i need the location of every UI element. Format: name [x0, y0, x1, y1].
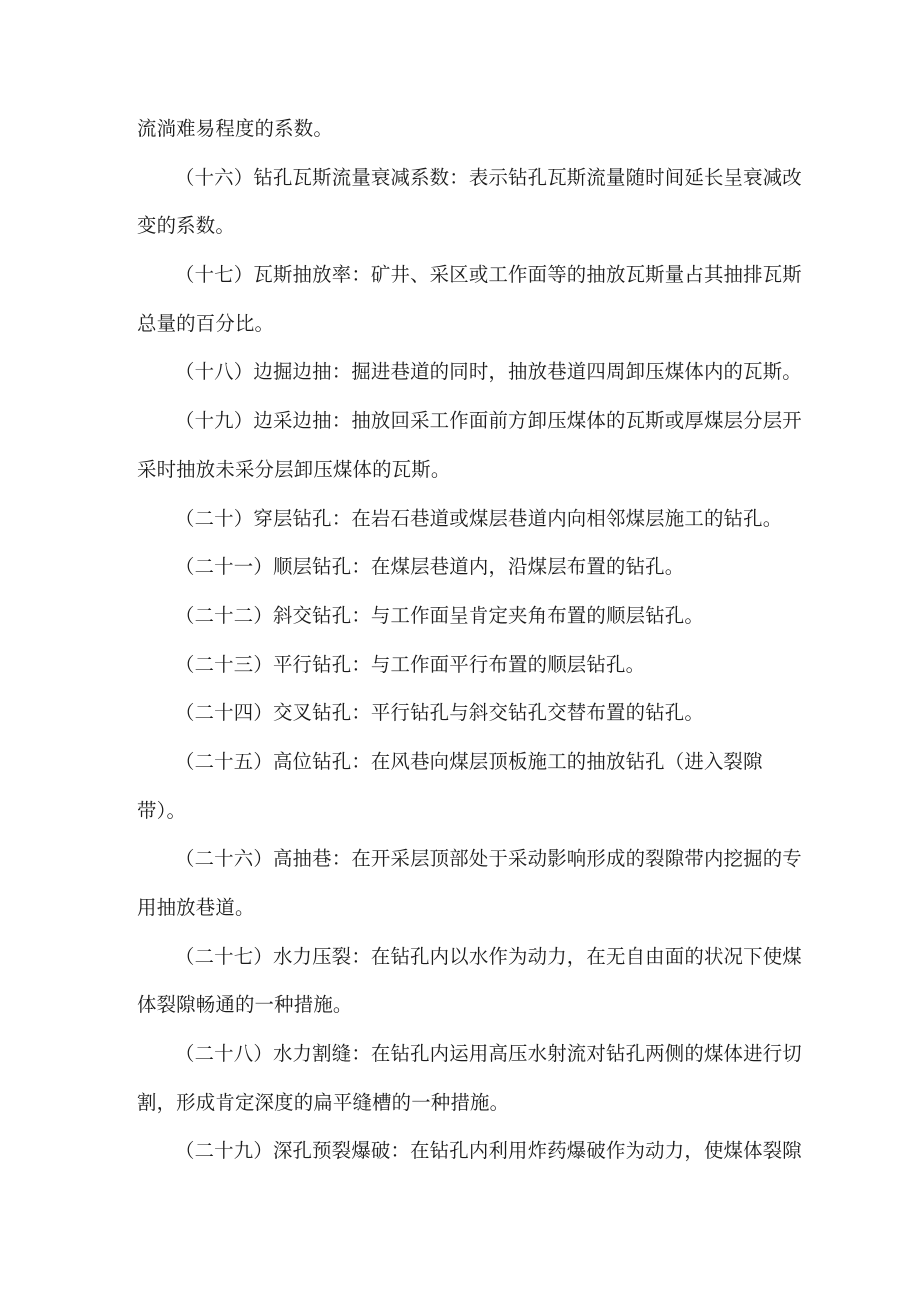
- text-line: （二十八）水力割缝：在钻孔内运用高压水射流对钻孔两侧的煤体进行切: [175, 1042, 802, 1066]
- text-line: （十九）边采边抽：抽放回采工作面前方卸压煤体的瓦斯或厚煤层分层开: [175, 409, 802, 433]
- text-line: （二十二）斜交钻孔：与工作面呈肯定夹角布置的顺层钻孔。: [175, 603, 704, 627]
- text-line: （十八）边掘边抽：掘进巷道的同时，抽放巷道四周卸压煤体内的瓦斯。: [175, 360, 802, 384]
- text-line: 变的系数。: [137, 214, 235, 238]
- text-line: 总量的百分比。: [137, 311, 275, 335]
- text-line: 流淌难易程度的系数。: [137, 117, 333, 140]
- text-line: （二十七）水力压裂：在钻孔内以水作为动力，在无自由面的状况下使煤: [175, 944, 802, 968]
- text-line: 带）。: [137, 798, 187, 822]
- text-line: 用抽放巷道。: [137, 896, 255, 919]
- text-line: （十六）钻孔瓦斯流量衰减系数：表示钻孔瓦斯流量随时间延长呈衰减改: [175, 165, 802, 189]
- document-page: [137, 117, 802, 1188]
- text-line: （二十三）平行钻孔：与工作面平行布置的顺层钻孔。: [175, 652, 646, 676]
- text-line: （二十）穿层钻孔：在岩石巷道或煤层巷道内向相邻煤层施工的钻孔。: [175, 506, 783, 530]
- text-line: 体裂隙畅通的一种措施。: [137, 993, 353, 1017]
- text-line: 采时抽放未采分层卸压煤体的瓦斯。: [137, 457, 451, 481]
- text-line: （二十六）高抽巷：在开采层顶部处于采动影响形成的裂隙带内挖掘的专: [175, 847, 802, 871]
- text-line: （二十四）交叉钻孔：平行钻孔与斜交钻孔交替布置的钻孔。: [175, 701, 704, 725]
- text-line: （十七）瓦斯抽放率：矿井、采区或工作面等的抽放瓦斯量占其抽排瓦斯: [175, 263, 802, 287]
- text-line: （二十五）高位钻孔：在风巷向煤层顶板施工的抽放钻孔（进入裂隙: [175, 749, 763, 773]
- text-line: （二十一）顺层钻孔：在煤层巷道内，沿煤层布置的钻孔。: [175, 555, 685, 579]
- text-line: 割，形成肯定深度的扁平缝槽的一种措施。: [137, 1090, 510, 1114]
- text-line: （二十九）深孔预裂爆破：在钻孔内利用炸药爆破作为动力，使煤体裂隙: [175, 1139, 802, 1163]
